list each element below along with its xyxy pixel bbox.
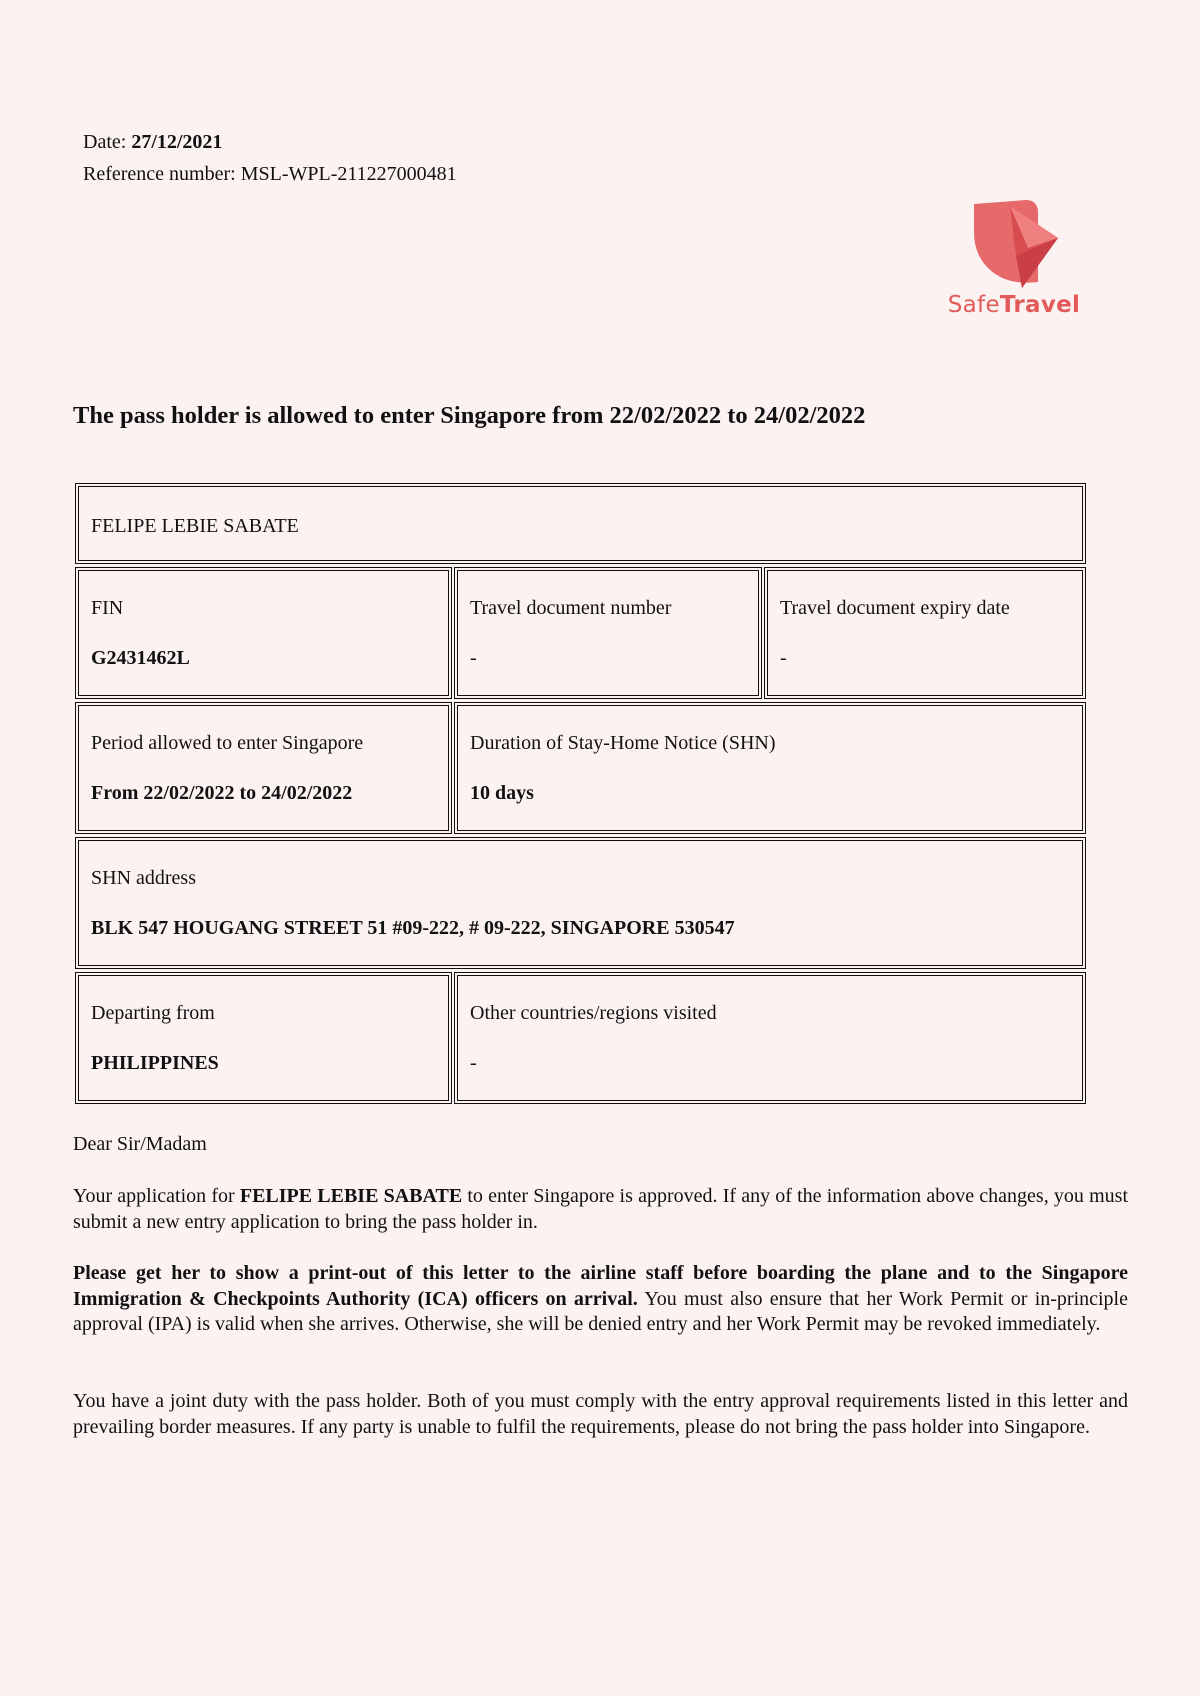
salutation: Dear Sir/Madam [73,1133,207,1155]
date-label: Date: [83,131,127,153]
paragraph-instructions [73,1261,1128,1338]
holder-name: FELIPE LEBIE SABATE [91,515,299,537]
departing-box [75,972,452,1104]
period-value: From 22/02/2022 to 24/02/2022 [91,782,353,804]
departing-label: Departing from [91,1002,215,1024]
doc-expiry-label: Travel document expiry date [780,597,1010,619]
departing-value: PHILIPPINES [91,1052,219,1074]
shn-address-label: SHN address [91,867,196,889]
doc-number-label: Travel document number [470,597,672,619]
holder-name-box [75,483,1086,564]
p1-text-b: to enter Singapore is approved. If any of the information above changes, you must submit a new entry application to bring the pass holder in. [73,1185,1128,1233]
doc-expiry-value: - [780,647,787,669]
reference-value: MSL-WPL-211227000481 [240,163,457,185]
doc-number-value: - [470,647,477,669]
reference-label: Reference number: [83,163,236,185]
fin-value: G2431462L [91,647,190,669]
p2-text: You must also ensure that her Work Permit or in-principle approval (IPA) is valid when she arrives. Otherwise, she will be denied entry and her Work Permit may be revoked immediately. [73,1287,1128,1335]
logo-wordmark [946,292,1082,318]
shn-address-box [75,837,1086,969]
fin-label: FIN [91,597,124,619]
safetravel-logo [946,196,1082,326]
date-value: 27/12/2021 [131,131,223,153]
paragraph-joint-duty: You have a joint duty with the pass holder. Both of you must comply with the entry approval requirements listed in this letter and prevailing border measures. If any party is unable to fulfil the requirements, please do not bring the pass holder into Singapore. [73,1390,1128,1438]
fin-box [75,567,452,699]
letter-meta [83,126,457,190]
other-countries-label: Other countries/regions visited [470,1002,717,1024]
safetravel-shield-icon [966,196,1062,292]
logo-text-travel: Travel [999,292,1081,318]
period-box [75,702,452,834]
logo-text-safe: Safe [947,292,1000,318]
p2-bold-text: Please get her to show a print-out of this letter to the airline staff before boarding the plane and to the Singapore Immigration & Checkpoints Authority (ICA) officers on arrival. [73,1262,1128,1310]
page-title: The pass holder is allowed to enter Singapore from 22/02/2022 to 24/02/2022 [73,402,866,429]
shn-duration-value: 10 days [470,782,534,804]
date-line [83,126,457,158]
paragraph-approval [73,1184,1128,1235]
doc-expiry-box [764,567,1086,699]
reference-line [83,158,457,190]
other-countries-value: - [470,1052,477,1074]
doc-number-box [454,567,762,699]
p1-text-a: Your application for [73,1185,240,1207]
shn-duration-label: Duration of Stay-Home Notice (SHN) [470,732,776,754]
period-label: Period allowed to enter Singapore [91,732,364,754]
p1-holder-name: FELIPE LEBIE SABATE [239,1185,463,1207]
shn-address-value: BLK 547 HOUGANG STREET 51 #09-222, # 09-222, SINGAPORE 530547 [91,917,735,939]
other-countries-box [454,972,1086,1104]
shn-duration-box [454,702,1086,834]
